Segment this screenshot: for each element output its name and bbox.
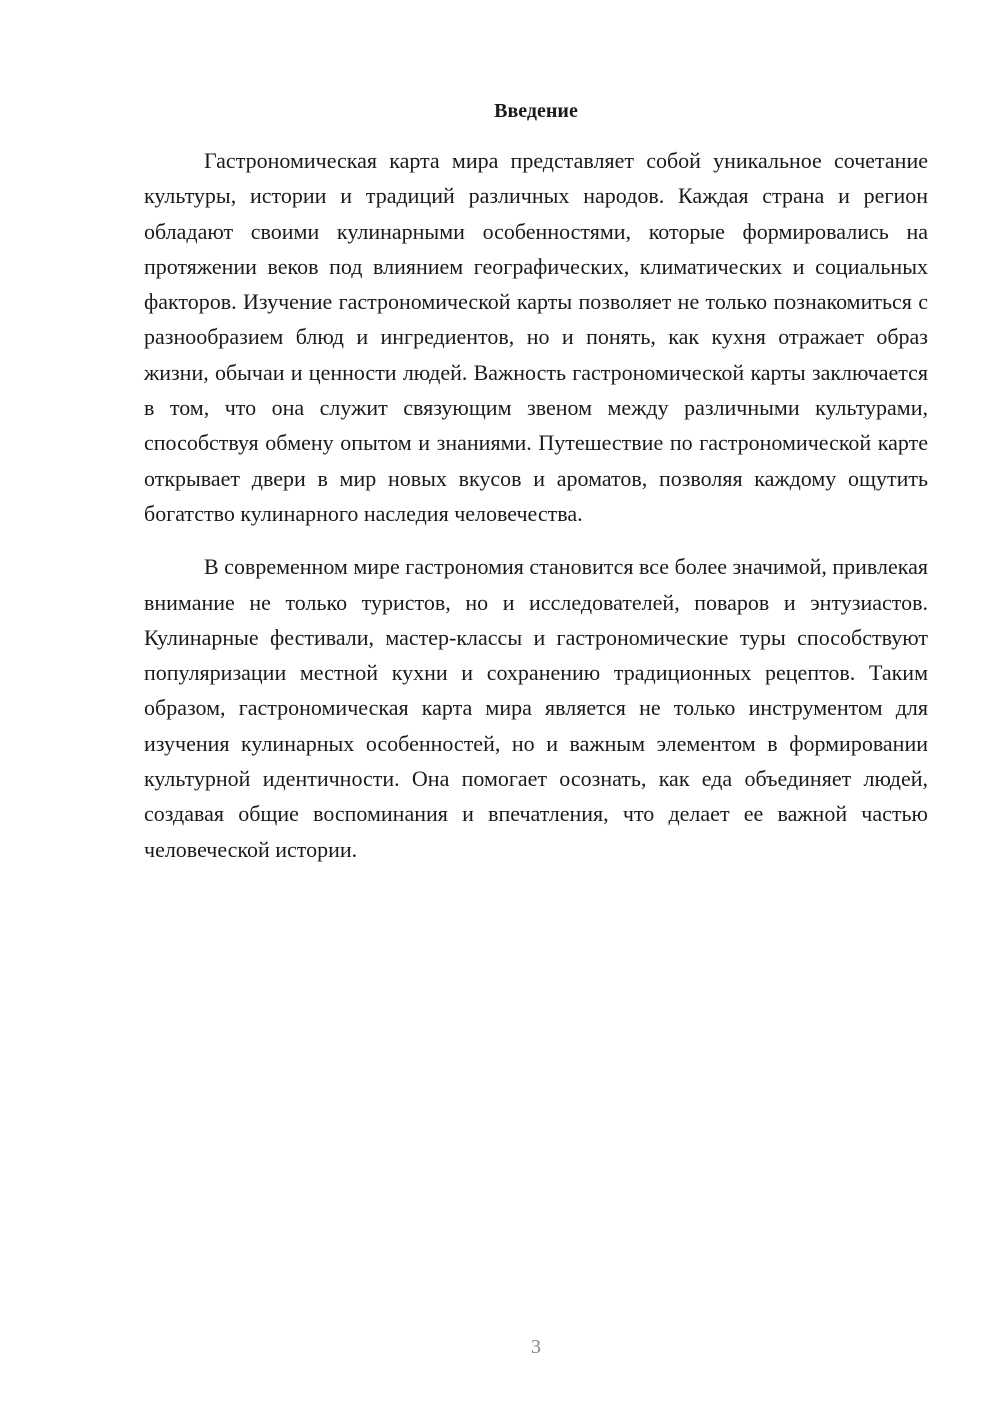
section-heading: Введение bbox=[494, 100, 578, 122]
paragraph-1: Гастрономическая карта мира представляет собой уникальное сочетание культуры, истории и традиций различных народов. Каждая страна и регион обладают своими кулинарными особенностями, которые формировались на протяжении веков под влиянием географических, климатических и социальных факторов. Изучение гастрономической карты позволяет не только познакомиться с разнообразием блюд и ингредиентов, но и понять, как кухня отражает образ жизни, обычаи и ценности людей. Важность гастрономической карты заключается в том, что она служит связующим звеном между различными культурами, способствуя обмену опытом и знаниями. Путешествие по гастрономической карте открывает двери в мир новых вкусов и ароматов, позволяя каждому ощутить богатство кулинарного наследия человечества. bbox=[144, 148, 928, 526]
paragraph-2: В современном мире гастрономия становится все более значимой, привлекая внимание не только туристов, но и исследователей, поваров и энтузиастов. Кулинарные фестивали, мастер-классы и гастрономические туры способствуют популяризации местной кухни и сохранению традиционных рецептов. Таким образом, гастрономическая карта мира является не только инструментом для изучения кулинарных особенностей, но и важным элементом в формировании культурной идентичности. Она помогает осознать, как еда объединяет людей, создавая общие воспоминания и впечатления, что делает ее важной частью человеческой истории. bbox=[144, 554, 928, 862]
page-number: 3 bbox=[531, 1336, 541, 1358]
body-text bbox=[144, 143, 928, 867]
